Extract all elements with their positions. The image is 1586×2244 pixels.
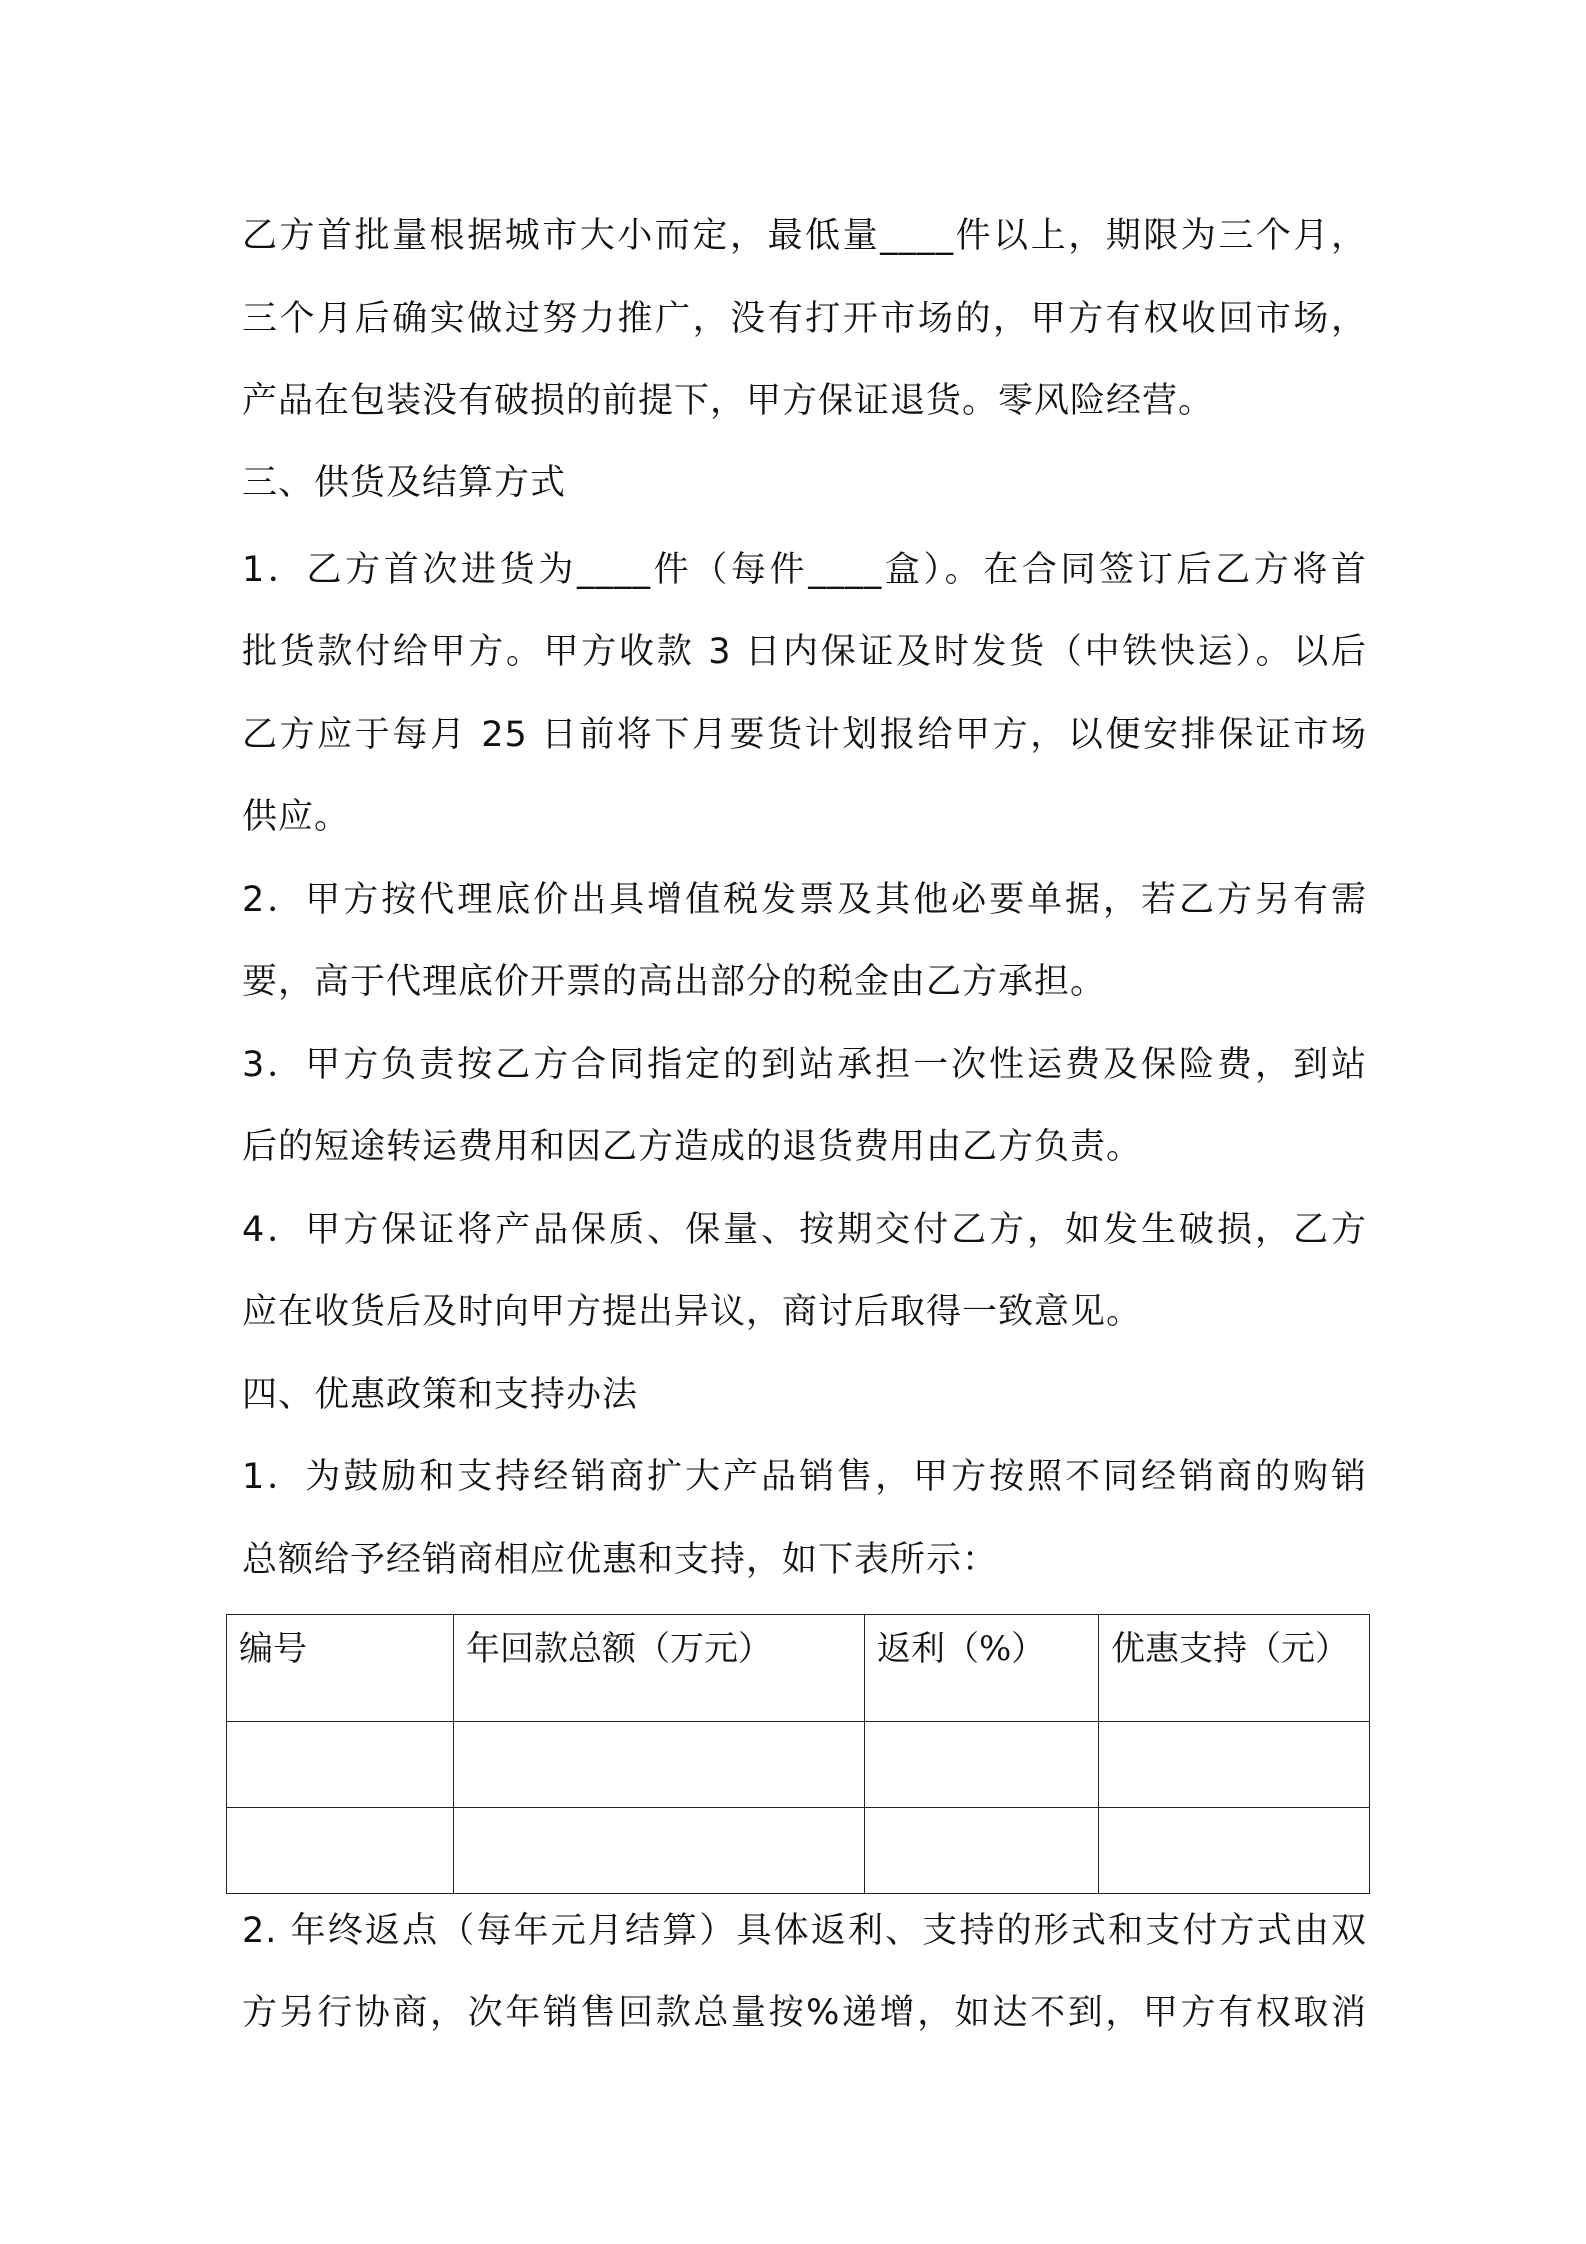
rebate-table <box>226 1614 1370 1894</box>
table-cell <box>227 1808 454 1894</box>
paragraph-line: 3．甲方负责按乙方合同指定的到站承担一次性运费及保险费，到站 <box>242 1045 1367 1085</box>
paragraph-line: 三个月后确实做过努力推广，没有打开市场的，甲方有权收回市场， <box>242 299 1367 339</box>
header-cell-support: 优惠支持（元） <box>1099 1615 1370 1722</box>
paragraph-line: 2．甲方按代理底价出具增值税发票及其他必要单据，若乙方另有需 <box>242 880 1367 920</box>
paragraph-line: 方另行协商，次年销售回款总量按%递增，如达不到，甲方有权取消 <box>242 1993 1367 2033</box>
paragraph-line: 1．为鼓励和支持经销商扩大产品销售，甲方按照不同经销商的购销 <box>242 1457 1367 1497</box>
paragraph-line: 应在收货后及时向甲方提出异议，商讨后取得一致意见。 <box>242 1292 1143 1332</box>
paragraph-line: 乙方应于每月 25 日前将下月要货计划报给甲方，以便安排保证市场 <box>242 715 1367 755</box>
paragraph-line: 1．乙方首次进货为____件（每件____盒）。在合同签订后乙方将首 <box>242 550 1367 590</box>
paragraph-line: 产品在包装没有破损的前提下，甲方保证退货。零风险经营。 <box>242 381 1215 421</box>
paragraph-line: 2. 年终返点（每年元月结算）具体返利、支持的形式和支付方式由双 <box>242 1911 1367 1951</box>
header-cell-annual-payment: 年回款总额（万元） <box>454 1615 865 1722</box>
paragraph-line: 批货款付给甲方。甲方收款 3 日内保证及时发货（中铁快运）。以后 <box>242 632 1367 672</box>
header-cell-rebate: 返利（%） <box>865 1615 1099 1722</box>
paragraph-line: 总额给予经销商相应优惠和支持，如下表所示： <box>242 1540 999 1580</box>
table-cell <box>865 1808 1099 1894</box>
table-row <box>227 1808 1370 1894</box>
table-header-row <box>227 1615 1370 1722</box>
paragraph-line: 乙方首批量根据城市大小而定，最低量____件以上，期限为三个月， <box>242 216 1367 256</box>
paragraph-line: 4．甲方保证将产品保质、保量、按期交付乙方，如发生破损，乙方 <box>242 1210 1367 1250</box>
header-cell-number: 编号 <box>227 1615 454 1722</box>
table-cell <box>865 1722 1099 1808</box>
rebate-table-container <box>226 1614 1369 1891</box>
section-heading: 四、优惠政策和支持办法 <box>242 1375 639 1415</box>
table-cell <box>454 1808 865 1894</box>
table-cell <box>1099 1808 1370 1894</box>
section-heading: 三、供货及结算方式 <box>242 463 567 503</box>
paragraph-line: 后的短途转运费用和因乙方造成的退货费用由乙方负责。 <box>242 1127 1143 1167</box>
paragraph-line: 供应。 <box>242 797 351 837</box>
table-cell <box>227 1722 454 1808</box>
table-cell <box>454 1722 865 1808</box>
paragraph-line: 要，高于代理底价开票的高出部分的税金由乙方承担。 <box>242 962 1107 1002</box>
table-cell <box>1099 1722 1370 1808</box>
table-row <box>227 1722 1370 1808</box>
